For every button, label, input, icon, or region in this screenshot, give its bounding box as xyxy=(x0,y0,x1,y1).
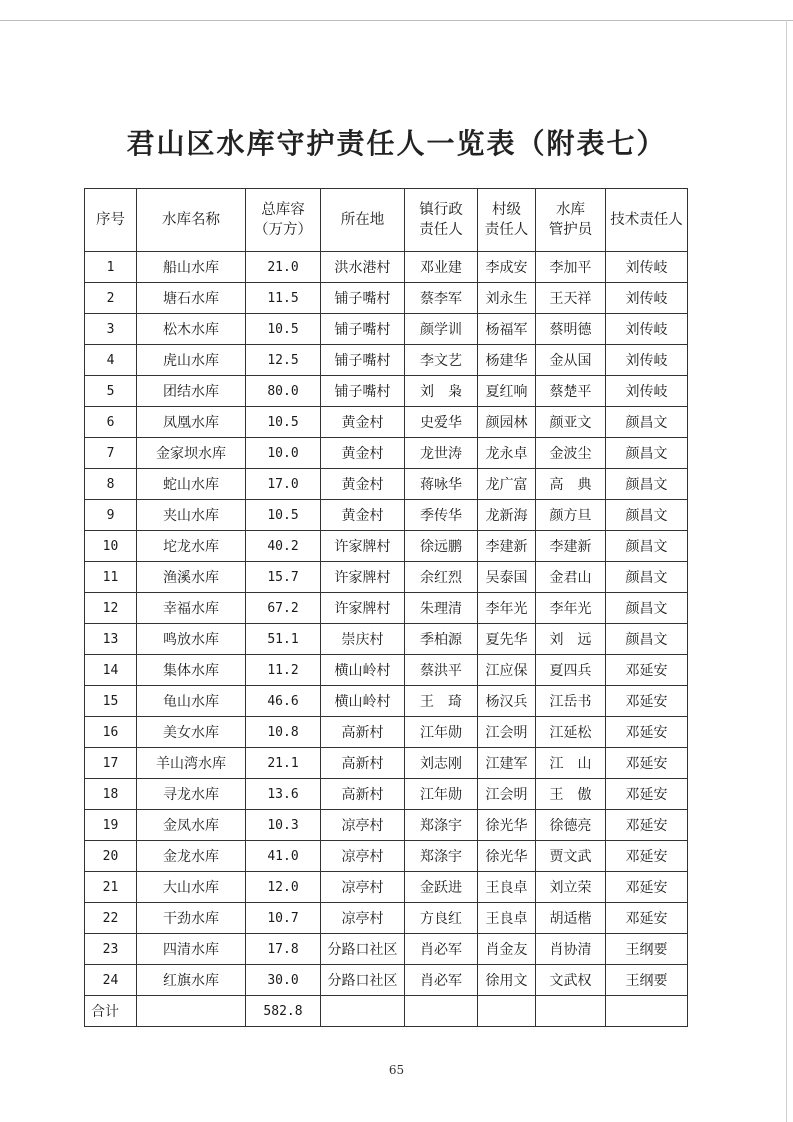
index-cell: 13 xyxy=(85,624,137,655)
technical-responsible-cell: 邓延安 xyxy=(606,748,688,779)
caretaker-cell: 高 典 xyxy=(536,469,606,500)
capacity-cell: 13.6 xyxy=(246,779,321,810)
location-cell: 黄金村 xyxy=(321,438,405,469)
column-header: 水库名称 xyxy=(137,189,246,252)
location-cell: 铺子嘴村 xyxy=(321,314,405,345)
capacity-cell: 67.2 xyxy=(246,593,321,624)
town-responsible-cell: 龙世涛 xyxy=(405,438,478,469)
town-responsible-cell: 刘志刚 xyxy=(405,748,478,779)
capacity-cell: 30.0 xyxy=(246,965,321,996)
capacity-cell: 17.0 xyxy=(246,469,321,500)
caretaker-cell: 李建新 xyxy=(536,531,606,562)
technical-responsible-cell: 颜昌文 xyxy=(606,407,688,438)
table-row xyxy=(85,624,688,655)
village-responsible-cell: 夏先华 xyxy=(478,624,536,655)
reservoir-name-cell: 红旗水库 xyxy=(137,965,246,996)
caretaker-cell: 李加平 xyxy=(536,252,606,283)
capacity-cell: 80.0 xyxy=(246,376,321,407)
location-cell: 分路口社区 xyxy=(321,934,405,965)
index-cell: 14 xyxy=(85,655,137,686)
caretaker-cell: 肖协清 xyxy=(536,934,606,965)
capacity-cell: 46.6 xyxy=(246,686,321,717)
caretaker-cell: 胡适楷 xyxy=(536,903,606,934)
empty-cell xyxy=(405,996,478,1027)
capacity-cell: 10.5 xyxy=(246,314,321,345)
caretaker-cell: 江岳书 xyxy=(536,686,606,717)
town-responsible-cell: 刘 枭 xyxy=(405,376,478,407)
table-row xyxy=(85,903,688,934)
village-responsible-cell: 李成安 xyxy=(478,252,536,283)
index-cell: 21 xyxy=(85,872,137,903)
index-cell: 1 xyxy=(85,252,137,283)
location-cell: 铺子嘴村 xyxy=(321,283,405,314)
page-number: 65 xyxy=(388,1063,405,1077)
town-responsible-cell: 江年勋 xyxy=(405,717,478,748)
index-cell: 15 xyxy=(85,686,137,717)
caretaker-cell: 刘立荣 xyxy=(536,872,606,903)
technical-responsible-cell: 邓延安 xyxy=(606,686,688,717)
table-row xyxy=(85,345,688,376)
town-responsible-cell: 蔡李军 xyxy=(405,283,478,314)
caretaker-cell: 李年光 xyxy=(536,593,606,624)
index-cell: 20 xyxy=(85,841,137,872)
caretaker-cell: 颜方旦 xyxy=(536,500,606,531)
town-responsible-cell: 徐远鹏 xyxy=(405,531,478,562)
table-row xyxy=(85,562,688,593)
technical-responsible-cell: 刘传岐 xyxy=(606,376,688,407)
town-responsible-cell: 蔡洪平 xyxy=(405,655,478,686)
caretaker-cell: 金君山 xyxy=(536,562,606,593)
table-row xyxy=(85,934,688,965)
empty-cell xyxy=(137,996,246,1027)
capacity-cell: 21.0 xyxy=(246,252,321,283)
capacity-cell: 10.7 xyxy=(246,903,321,934)
table-row xyxy=(85,283,688,314)
technical-responsible-cell: 颜昌文 xyxy=(606,469,688,500)
table-row xyxy=(85,841,688,872)
table-row xyxy=(85,686,688,717)
technical-responsible-cell: 邓延安 xyxy=(606,779,688,810)
column-header: 所在地 xyxy=(321,189,405,252)
capacity-cell: 15.7 xyxy=(246,562,321,593)
reservoir-name-cell: 大山水库 xyxy=(137,872,246,903)
caretaker-cell: 蔡楚平 xyxy=(536,376,606,407)
capacity-cell: 51.1 xyxy=(246,624,321,655)
technical-responsible-cell: 颜昌文 xyxy=(606,562,688,593)
reservoir-name-cell: 渔溪水库 xyxy=(137,562,246,593)
village-responsible-cell: 李年光 xyxy=(478,593,536,624)
village-responsible-cell: 徐光华 xyxy=(478,810,536,841)
location-cell: 横山岭村 xyxy=(321,655,405,686)
technical-responsible-cell: 刘传岐 xyxy=(606,314,688,345)
capacity-cell: 10.0 xyxy=(246,438,321,469)
location-cell: 铺子嘴村 xyxy=(321,345,405,376)
location-cell: 许家牌村 xyxy=(321,531,405,562)
index-cell: 19 xyxy=(85,810,137,841)
capacity-cell: 10.5 xyxy=(246,500,321,531)
town-responsible-cell: 季传华 xyxy=(405,500,478,531)
index-cell: 22 xyxy=(85,903,137,934)
reservoir-name-cell: 四清水库 xyxy=(137,934,246,965)
column-header: 村级 责任人 xyxy=(478,189,536,252)
table-row xyxy=(85,531,688,562)
location-cell: 许家牌村 xyxy=(321,593,405,624)
technical-responsible-cell: 王纲要 xyxy=(606,934,688,965)
total-capacity: 582.8 xyxy=(246,996,321,1027)
reservoir-name-cell: 蛇山水库 xyxy=(137,469,246,500)
town-responsible-cell: 江年勋 xyxy=(405,779,478,810)
table-row xyxy=(85,407,688,438)
index-cell: 11 xyxy=(85,562,137,593)
reservoir-name-cell: 虎山水库 xyxy=(137,345,246,376)
table-row xyxy=(85,779,688,810)
location-cell: 横山岭村 xyxy=(321,686,405,717)
caretaker-cell: 蔡明德 xyxy=(536,314,606,345)
reservoir-name-cell: 夹山水库 xyxy=(137,500,246,531)
capacity-cell: 10.5 xyxy=(246,407,321,438)
capacity-cell: 11.5 xyxy=(246,283,321,314)
village-responsible-cell: 龙永卓 xyxy=(478,438,536,469)
empty-cell xyxy=(321,996,405,1027)
reservoir-name-cell: 船山水库 xyxy=(137,252,246,283)
table-row xyxy=(85,314,688,345)
technical-responsible-cell: 颜昌文 xyxy=(606,438,688,469)
reservoir-name-cell: 金龙水库 xyxy=(137,841,246,872)
page-title: 君山区水库守护责任人一览表（附表七） xyxy=(126,127,667,160)
capacity-cell: 21.1 xyxy=(246,748,321,779)
village-responsible-cell: 吴泰国 xyxy=(478,562,536,593)
town-responsible-cell: 方良红 xyxy=(405,903,478,934)
total-label: 合计 xyxy=(85,996,137,1027)
village-responsible-cell: 肖金友 xyxy=(478,934,536,965)
technical-responsible-cell: 邓延安 xyxy=(606,903,688,934)
caretaker-cell: 徐德亮 xyxy=(536,810,606,841)
town-responsible-cell: 金跃进 xyxy=(405,872,478,903)
caretaker-cell: 王天祥 xyxy=(536,283,606,314)
reservoir-name-cell: 凤凰水库 xyxy=(137,407,246,438)
table-row xyxy=(85,438,688,469)
empty-cell xyxy=(478,996,536,1027)
town-responsible-cell: 王 琦 xyxy=(405,686,478,717)
reservoir-name-cell: 集体水库 xyxy=(137,655,246,686)
index-cell: 2 xyxy=(85,283,137,314)
caretaker-cell: 夏四兵 xyxy=(536,655,606,686)
caretaker-cell: 金波尘 xyxy=(536,438,606,469)
town-responsible-cell: 季柏源 xyxy=(405,624,478,655)
town-responsible-cell: 史爱华 xyxy=(405,407,478,438)
location-cell: 许家牌村 xyxy=(321,562,405,593)
capacity-cell: 12.5 xyxy=(246,345,321,376)
total-row xyxy=(85,996,688,1027)
capacity-cell: 12.0 xyxy=(246,872,321,903)
reservoir-name-cell: 幸福水库 xyxy=(137,593,246,624)
reservoir-name-cell: 坨龙水库 xyxy=(137,531,246,562)
index-cell: 6 xyxy=(85,407,137,438)
table-row xyxy=(85,810,688,841)
caretaker-cell: 王 傲 xyxy=(536,779,606,810)
town-responsible-cell: 郑涤宇 xyxy=(405,810,478,841)
location-cell: 凉亭村 xyxy=(321,841,405,872)
table-row xyxy=(85,500,688,531)
reservoir-name-cell: 金凤水库 xyxy=(137,810,246,841)
caretaker-cell: 金从国 xyxy=(536,345,606,376)
technical-responsible-cell: 邓延安 xyxy=(606,717,688,748)
scan-edge-right xyxy=(786,20,787,1122)
village-responsible-cell: 杨建华 xyxy=(478,345,536,376)
village-responsible-cell: 龙广富 xyxy=(478,469,536,500)
technical-responsible-cell: 刘传岐 xyxy=(606,345,688,376)
town-responsible-cell: 李文艺 xyxy=(405,345,478,376)
capacity-cell: 10.3 xyxy=(246,810,321,841)
technical-responsible-cell: 颜昌文 xyxy=(606,500,688,531)
location-cell: 凉亭村 xyxy=(321,810,405,841)
technical-responsible-cell: 颜昌文 xyxy=(606,624,688,655)
reservoir-name-cell: 寻龙水库 xyxy=(137,779,246,810)
reservoir-name-cell: 金家坝水库 xyxy=(137,438,246,469)
index-cell: 3 xyxy=(85,314,137,345)
location-cell: 凉亭村 xyxy=(321,903,405,934)
index-cell: 12 xyxy=(85,593,137,624)
village-responsible-cell: 江应保 xyxy=(478,655,536,686)
table-row xyxy=(85,717,688,748)
village-responsible-cell: 江会明 xyxy=(478,717,536,748)
town-responsible-cell: 肖必军 xyxy=(405,965,478,996)
village-responsible-cell: 夏红响 xyxy=(478,376,536,407)
technical-responsible-cell: 邓延安 xyxy=(606,841,688,872)
table-header-row xyxy=(85,189,688,252)
table-row xyxy=(85,748,688,779)
village-responsible-cell: 王良卓 xyxy=(478,872,536,903)
village-responsible-cell: 江建军 xyxy=(478,748,536,779)
index-cell: 5 xyxy=(85,376,137,407)
location-cell: 分路口社区 xyxy=(321,965,405,996)
capacity-cell: 41.0 xyxy=(246,841,321,872)
index-cell: 9 xyxy=(85,500,137,531)
technical-responsible-cell: 邓延安 xyxy=(606,872,688,903)
town-responsible-cell: 肖必军 xyxy=(405,934,478,965)
index-cell: 16 xyxy=(85,717,137,748)
village-responsible-cell: 颜园林 xyxy=(478,407,536,438)
village-responsible-cell: 李建新 xyxy=(478,531,536,562)
capacity-cell: 17.8 xyxy=(246,934,321,965)
location-cell: 铺子嘴村 xyxy=(321,376,405,407)
village-responsible-cell: 杨汉兵 xyxy=(478,686,536,717)
caretaker-cell: 贾文武 xyxy=(536,841,606,872)
table-row xyxy=(85,965,688,996)
index-cell: 10 xyxy=(85,531,137,562)
technical-responsible-cell: 刘传岐 xyxy=(606,252,688,283)
village-responsible-cell: 杨福军 xyxy=(478,314,536,345)
town-responsible-cell: 郑涤宇 xyxy=(405,841,478,872)
column-header: 镇行政 责任人 xyxy=(405,189,478,252)
reservoir-name-cell: 松木水库 xyxy=(137,314,246,345)
town-responsible-cell: 朱理清 xyxy=(405,593,478,624)
column-header: 技术责任人 xyxy=(606,189,688,252)
table-row xyxy=(85,593,688,624)
town-responsible-cell: 余红烈 xyxy=(405,562,478,593)
reservoir-name-cell: 团结水库 xyxy=(137,376,246,407)
index-cell: 8 xyxy=(85,469,137,500)
caretaker-cell: 文武权 xyxy=(536,965,606,996)
location-cell: 高新村 xyxy=(321,717,405,748)
reservoir-name-cell: 羊山湾水库 xyxy=(137,748,246,779)
capacity-cell: 10.8 xyxy=(246,717,321,748)
village-responsible-cell: 王良卓 xyxy=(478,903,536,934)
table-row xyxy=(85,655,688,686)
technical-responsible-cell: 王纲要 xyxy=(606,965,688,996)
index-cell: 24 xyxy=(85,965,137,996)
index-cell: 23 xyxy=(85,934,137,965)
caretaker-cell: 刘 远 xyxy=(536,624,606,655)
empty-cell xyxy=(536,996,606,1027)
caretaker-cell: 江延松 xyxy=(536,717,606,748)
reservoir-name-cell: 美女水库 xyxy=(137,717,246,748)
reservoir-table xyxy=(84,188,688,1027)
technical-responsible-cell: 邓延安 xyxy=(606,655,688,686)
location-cell: 黄金村 xyxy=(321,469,405,500)
technical-responsible-cell: 邓延安 xyxy=(606,810,688,841)
village-responsible-cell: 刘永生 xyxy=(478,283,536,314)
table-row xyxy=(85,252,688,283)
reservoir-name-cell: 塘石水库 xyxy=(137,283,246,314)
reservoir-name-cell: 鸣放水库 xyxy=(137,624,246,655)
town-responsible-cell: 邓业建 xyxy=(405,252,478,283)
index-cell: 4 xyxy=(85,345,137,376)
reservoir-name-cell: 干劲水库 xyxy=(137,903,246,934)
capacity-cell: 40.2 xyxy=(246,531,321,562)
column-header: 总库容 （万方） xyxy=(246,189,321,252)
column-header: 序号 xyxy=(85,189,137,252)
technical-responsible-cell: 颜昌文 xyxy=(606,531,688,562)
capacity-cell: 11.2 xyxy=(246,655,321,686)
caretaker-cell: 颜亚文 xyxy=(536,407,606,438)
table-row xyxy=(85,872,688,903)
caretaker-cell: 江 山 xyxy=(536,748,606,779)
location-cell: 高新村 xyxy=(321,748,405,779)
index-cell: 18 xyxy=(85,779,137,810)
location-cell: 凉亭村 xyxy=(321,872,405,903)
village-responsible-cell: 徐用文 xyxy=(478,965,536,996)
town-responsible-cell: 蒋咏华 xyxy=(405,469,478,500)
column-header: 水库 管护员 xyxy=(536,189,606,252)
location-cell: 崇庆村 xyxy=(321,624,405,655)
empty-cell xyxy=(606,996,688,1027)
village-responsible-cell: 江会明 xyxy=(478,779,536,810)
table-row xyxy=(85,469,688,500)
technical-responsible-cell: 颜昌文 xyxy=(606,593,688,624)
index-cell: 7 xyxy=(85,438,137,469)
location-cell: 黄金村 xyxy=(321,407,405,438)
location-cell: 高新村 xyxy=(321,779,405,810)
table-row xyxy=(85,376,688,407)
location-cell: 黄金村 xyxy=(321,500,405,531)
location-cell: 洪水港村 xyxy=(321,252,405,283)
village-responsible-cell: 龙新海 xyxy=(478,500,536,531)
village-responsible-cell: 徐光华 xyxy=(478,841,536,872)
technical-responsible-cell: 刘传岐 xyxy=(606,283,688,314)
reservoir-name-cell: 龟山水库 xyxy=(137,686,246,717)
index-cell: 17 xyxy=(85,748,137,779)
town-responsible-cell: 颜学训 xyxy=(405,314,478,345)
scan-edge-top xyxy=(0,20,793,21)
table-body xyxy=(85,252,688,1027)
